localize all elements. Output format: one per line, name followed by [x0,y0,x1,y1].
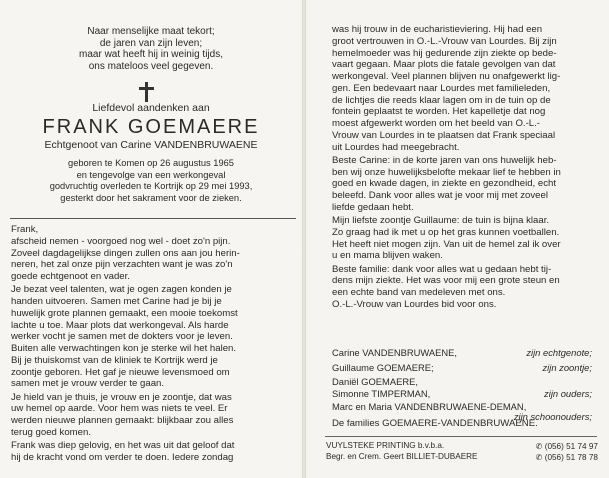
text-line: ben wij onze huwelijksbelofte mekaar lief te hebben in [332,166,561,178]
signatory-relation: zijn echtgenote; [526,347,592,358]
text-line: Beste familie: dank voor alles wat u gedaan hebt tij- [332,263,552,275]
signatory-name: Carine VANDENBRUWAENE, [332,347,458,358]
text-line: een echte band van medeleven met ons. [332,287,506,298]
text-line: beleefd. Dank voor alles wat je voor mij met zoveel [332,190,548,201]
text-line: gen. Een bedevaart naar Lourdes met familieleden, [332,82,551,94]
text-line: fontein geplaatst te worden. Het kapelletje dat nog [332,106,546,118]
right-body-text [332,24,561,311]
page-fold [302,0,306,478]
poem-line: maar wat heeft hij in weinig tijds, [79,49,223,61]
text-line: Frank was diep gelovig, en het was uit dat geloof dat [11,440,235,451]
text-line: werkongeval. Veel plannen blijven nu onafgewerkt lig- [332,71,561,82]
text-line: vaart gegaan. Maar plots die fatale gevolgen van dat [332,59,556,71]
text-line: goed en kwade dagen, in ziekte en gezondheid, echt [332,178,557,190]
cross-icon [139,82,155,102]
signatory-relation: zijn zoontje; [542,362,592,373]
signatory-name: Daniël GOEMAERE, [332,376,418,387]
text-line: handen uitvoeren. Samen met Carine had je bij je [11,296,222,307]
poem-line: Naar menselijke maat tekort; [87,26,215,37]
signatory-name: Simonne TIMPERMAN, [332,388,431,399]
detail-line: geboren te Komen op 26 augustus 1965 [68,158,234,168]
text-line: liefde gedaan hebt. [332,201,414,213]
text-line: goede echtgenoot en vader. [11,271,130,282]
text-line: u en mama blijven waken. [332,250,443,262]
poem-line: ons mateloos veel gegeven. [88,60,214,72]
undertaker-name: Begr. en Crem. Geert BILLIET-DUBAERE [326,452,478,461]
text-line: was hij trouw in de eucharistieviering. Hij had een [332,24,543,35]
text-line: samen met je vrouw verder te gaan. [11,378,165,390]
text-line: Je bezat veel talenten, wat je ogen zagen konden je [11,284,232,296]
text-line: hij de kracht vond om verder te doen. Iedere zondag [11,451,234,463]
text-line: Buiten alle verwachtingen kon je sterke wil het halen. [11,343,237,354]
signatory-relation: zijn ouders; [544,388,592,399]
poem-line: de jaren van zijn leven; [99,37,203,49]
text-line: neren, het zal onze pijn verzachten want je was zo'n [11,259,233,271]
signatory-relation: zijn schoonouders; [513,411,592,422]
poem [0,26,302,72]
deceased-name: FRANK GOEMAERE [42,116,260,138]
text-line: zoontje geboren. Het gaf je nieuwe levensmoed om [11,366,230,378]
text-line: dens mijn ziekte. Het was voor mij een grote steun en [332,275,560,287]
text-line: moest afgewerkt worden om het beeld van O.-L.- [332,118,540,129]
text-line: de lichtjes die reeds klaar lagen om in de tuin op de [332,94,551,106]
text-line: Mijn liefste zoontje Guillaume: de tuin is bijna klaar. [332,215,550,226]
signatory-name: Guillaume GOEMAERE; [332,362,434,373]
text-line: Beste Carine: in de korte jaren van ons huwelijk heb- [332,154,557,166]
intro-text: Liefdevol aandenken aan [92,102,210,114]
text-line: Het heeft niet mogen zijn. Van uit de hemel zal ik over [332,238,561,250]
separator-line [10,218,296,219]
text-line: uw hemel op aarde. Voor hem was niets te veel. Er [11,403,228,415]
text-line: Zoveel dagdagelijkse dingen zullen ons aan jou herin- [11,247,240,259]
spouse-line: Echtgenoot van Carine VANDENBRUWAENE [44,139,258,151]
text-line: groot vertrouwen in O.-L.-Vrouw van Lourdes. Bij zijn [332,35,557,47]
phone-number: ✆ (056) 51 78 78 [535,453,598,462]
text-line: Frank, [11,224,39,235]
text-line: terug goed komen. [11,426,92,438]
detail-line: gesterkt door het sakrament voor de zieken. [60,192,242,203]
detail-line: godvruchtig overleden te Kortrijk op 29 mei 1993, [49,181,253,192]
left-body-text [11,224,240,464]
text-line: Vrouw van Lourdes in te plaatsen dat Frank speciaal [332,129,556,141]
text-line: Bij je thuiskomst van de kliniek te Kortrijk werd je [11,354,218,366]
phone-number: ✆ (056) 51 74 97 [535,442,598,451]
text-line: uit Lourdes had meegebracht. [332,141,460,153]
printer-separator [325,436,597,437]
family-line: De families GOEMAERE-VANDENBRUWAENE. [332,418,538,429]
text-line: Je hield van je thuis, je vrouw en je zoontje, dat was [11,391,232,403]
detail-line: en tengevolge van een werkongeval [76,169,226,180]
text-line: huwelijk grote plannen gemaakt, een mooie toekomst [11,307,238,319]
text-line: hemelmoeder was hij gedurende zijn ziekte op bede- [332,47,557,59]
text-line: werden nieuwe plannen gemaakt: blijkbaar zou alles [11,415,234,426]
signatory-name: Marc en Maria VANDENBRUWAENE-DEMAN, [332,401,527,412]
text-line: lachte u toe. Maar plots dat werkongeval. Als harde [11,319,229,331]
text-line: O.-L.-Vrouw van Lourdes bid voor ons. [332,298,497,310]
text-line: werker vocht je samen met de dokters voor je leven. [11,331,233,343]
printer-name: VUYLSTEKE PRINTING b.v.b.a. [326,441,445,450]
life-details [0,158,302,204]
text-line: Zo graag had ik met u op het gras kunnen voetballen. [332,226,560,238]
text-line: afscheid nemen - voorgoed nog wel - doet zo'n pijn. [11,235,231,247]
